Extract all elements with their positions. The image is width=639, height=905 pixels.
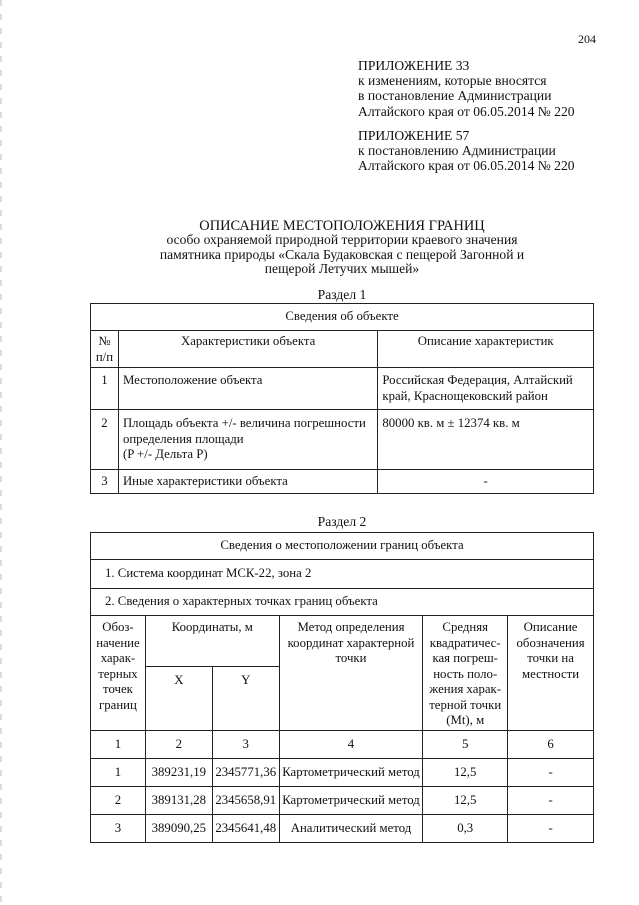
page-number: 204 <box>578 32 596 46</box>
appendix-line: Алтайского края от 06.05.2014 № 220 <box>358 158 575 174</box>
cell-text: Иные характеристики объекта <box>122 473 288 488</box>
col-number: 6 <box>508 731 594 759</box>
table-row <box>91 787 594 815</box>
section-1-title: Раздел 1 <box>317 287 367 302</box>
appendix-33-block <box>358 58 575 119</box>
row-num: 2 <box>91 410 119 470</box>
row-desc <box>378 410 594 470</box>
appendix-line: Алтайского края от 06.05.2014 № 220 <box>358 103 575 119</box>
col-header-x: X <box>145 667 212 731</box>
point-method: Аналитический метод <box>279 815 423 843</box>
coord-system: 1. Система координат МСК-22, зона 2 <box>91 560 594 589</box>
header-text: квадратичес- <box>429 635 501 650</box>
appendix-heading: ПРИЛОЖЕНИЕ 57 <box>358 128 470 143</box>
col-number: 3 <box>212 731 279 759</box>
col-header-coords: Координаты, м <box>145 616 279 667</box>
header-text: Обоз- <box>102 620 134 634</box>
header-text: границ <box>99 697 137 712</box>
header-text: № <box>98 334 111 348</box>
appendix-line: к изменениям, которые вносятся <box>358 73 547 89</box>
point-x: 389090,25 <box>145 815 212 843</box>
title-line: особо охраняемой природной территории краевого значения <box>166 232 518 248</box>
header-text: точки <box>335 651 367 665</box>
table-caption: Сведения о местоположении границ объекта <box>91 533 594 560</box>
point-mt: 12,5 <box>423 787 508 815</box>
table-row <box>91 759 594 787</box>
appendix-heading: ПРИЛОЖЕНИЕ 33 <box>358 58 470 73</box>
appendix-line: в постановление Администрации <box>358 88 552 104</box>
header-text: точек <box>103 682 133 696</box>
point-y: 2345658,91 <box>212 787 279 815</box>
header-text: терной точки <box>429 697 502 712</box>
col-number: 1 <box>91 731 146 759</box>
cell-text: (P +/- Дельта P) <box>122 447 208 461</box>
column-numbers-row <box>91 731 594 759</box>
col-number: 4 <box>279 731 423 759</box>
point-mt: 0,3 <box>423 815 508 843</box>
row-desc <box>378 470 594 494</box>
cell-text: определения площади <box>122 431 244 446</box>
row-char <box>118 470 377 494</box>
header-text: ность поло- <box>433 666 498 681</box>
col-header-desc: Описание характеристик <box>378 331 594 368</box>
cell-text: Российская Федерация, Алтайский <box>382 373 573 387</box>
cell-text: Местоположение объекта <box>122 373 263 387</box>
col-header-error <box>423 616 508 731</box>
title-line: ОПИСАНИЕ МЕСТОПОЛОЖЕНИЯ ГРАНИЦ <box>199 218 485 234</box>
section-2-title: Раздел 2 <box>317 514 367 529</box>
header-text: харак- <box>100 651 136 665</box>
col-header-designation <box>91 616 146 731</box>
point-method: Картометрический метод <box>279 787 423 815</box>
header-text: местности <box>522 666 580 681</box>
point-id: 1 <box>91 759 146 787</box>
col-number: 2 <box>145 731 212 759</box>
appendix-line: к постановлению Администрации <box>358 143 556 159</box>
point-method: Картометрический метод <box>279 759 423 787</box>
point-x: 389131,28 <box>145 787 212 815</box>
header-text: координат характерной <box>287 635 415 650</box>
header-text: терных <box>98 666 138 681</box>
cell-text: край, Краснощековский район <box>382 388 548 403</box>
point-y: 2345771,36 <box>212 759 279 787</box>
row-num: 1 <box>91 368 119 410</box>
header-text: Метод определения <box>297 620 405 634</box>
col-number: 5 <box>423 731 508 759</box>
header-text: обозначения <box>516 635 585 650</box>
point-id: 3 <box>91 815 146 843</box>
document-title <box>90 219 594 277</box>
col-header-y: Y <box>212 667 279 731</box>
row-char <box>118 410 377 470</box>
header-text: Средняя <box>442 620 488 634</box>
col-header-method <box>279 616 423 731</box>
cell-text: 80000 кв. м ± 12374 кв. м <box>382 416 520 430</box>
object-info-table <box>90 303 594 494</box>
point-id: 2 <box>91 787 146 815</box>
point-x: 389231,19 <box>145 759 212 787</box>
cell-text: Площадь объекта +/- величина погрешности <box>122 416 366 430</box>
points-caption: 2. Сведения о характерных точках границ объекта <box>91 589 594 616</box>
header-text: кая погреш- <box>432 651 498 665</box>
point-mt: 12,5 <box>423 759 508 787</box>
header-text: п/п <box>95 349 114 364</box>
row-num: 3 <box>91 470 119 494</box>
row-char <box>118 368 377 410</box>
point-desc: - <box>508 787 594 815</box>
row-desc <box>378 368 594 410</box>
point-desc: - <box>508 759 594 787</box>
left-scan-edge <box>0 0 2 905</box>
title-line: пещерой Летучих мышей» <box>264 261 420 277</box>
col-header-num <box>91 331 119 368</box>
cell-text: - <box>483 473 488 488</box>
header-text: (Mt), м <box>446 713 485 727</box>
table-row <box>91 815 594 843</box>
table-row <box>91 470 594 494</box>
appendix-57-block <box>358 128 575 174</box>
title-line: памятника природы «Скала Будаковская с пещерой Загонной и <box>159 246 525 262</box>
header-text: начение <box>96 635 140 650</box>
table-row <box>91 368 594 410</box>
header-text: жения харак- <box>429 682 502 696</box>
table-caption: Сведения об объекте <box>91 304 594 331</box>
col-header-char: Характеристики объекта <box>118 331 377 368</box>
point-y: 2345641,48 <box>212 815 279 843</box>
header-text: Описание <box>523 620 578 634</box>
col-header-description <box>508 616 594 731</box>
boundary-points-table <box>90 532 594 843</box>
header-text: точки на <box>527 651 574 665</box>
table-row <box>91 410 594 470</box>
point-desc: - <box>508 815 594 843</box>
